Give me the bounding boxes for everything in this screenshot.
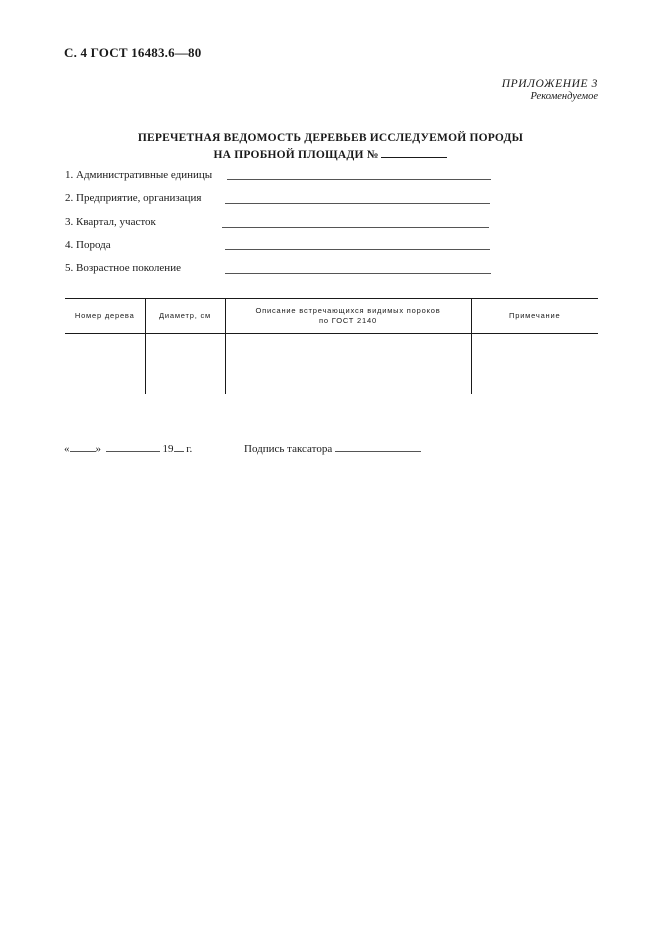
day-blank[interactable]: [70, 441, 96, 452]
signature-label: Подпись таксатора: [244, 443, 333, 455]
signature-line: [244, 441, 421, 455]
plot-number-blank[interactable]: [381, 146, 447, 158]
field-line-admin-units[interactable]: [227, 179, 491, 180]
table-header-row: [65, 299, 598, 334]
title-line-1: ПЕРЕЧЕТНАЯ ВЕДОМОСТЬ ДЕРЕВЬЕВ ИССЛЕДУЕМОЙ ПОРОДЫ: [137, 132, 524, 144]
year-blank[interactable]: [174, 441, 184, 452]
cell-diameter[interactable]: [145, 334, 225, 395]
tree-inventory-table: [65, 298, 598, 394]
field-label-age-generation: 5. Возрастное поколение: [65, 262, 181, 274]
page-header: С. 4 ГОСТ 16483.6—80: [64, 45, 202, 60]
cell-tree-number[interactable]: [65, 334, 145, 395]
field-label-quarter: 3. Квартал, участок: [65, 216, 156, 228]
title-line-2-text: НА ПРОБНОЙ ПЛОЩАДИ №: [213, 149, 379, 161]
field-label-species: 4. Порода: [65, 239, 111, 251]
table-row: [65, 334, 598, 395]
field-line-enterprise[interactable]: [225, 203, 490, 204]
date-open-quote: «: [64, 443, 70, 455]
appendix-title: ПРИЛОЖЕНИЕ 3: [501, 78, 598, 90]
appendix-note: [502, 78, 598, 102]
date-line: [64, 441, 192, 455]
year-suffix: г.: [186, 443, 193, 455]
field-label-enterprise: 2. Предприятие, организация: [65, 192, 202, 204]
field-line-age-generation[interactable]: [225, 273, 491, 274]
column-header-tree-number: Номер дерева: [65, 299, 145, 334]
column-header-note: Примечание: [471, 299, 598, 334]
cell-note[interactable]: [471, 334, 598, 395]
appendix-subtitle: Рекомендуемое: [530, 91, 598, 102]
date-close-quote: »: [95, 443, 101, 455]
field-line-quarter[interactable]: [222, 227, 489, 228]
field-line-species[interactable]: [225, 249, 490, 250]
month-blank[interactable]: [106, 441, 160, 452]
field-label-admin-units: 1. Административные единицы: [65, 169, 213, 181]
column-header-diameter: Диаметр, см: [145, 299, 225, 334]
title-line-2: [0, 146, 661, 163]
year-prefix: 19: [162, 443, 174, 455]
signature-blank[interactable]: [335, 441, 421, 452]
document-title: [0, 131, 661, 163]
cell-defects[interactable]: [225, 334, 471, 395]
column-header-defects: Описание встречающихся видимых пороков по ГОСТ 2140: [225, 299, 471, 334]
